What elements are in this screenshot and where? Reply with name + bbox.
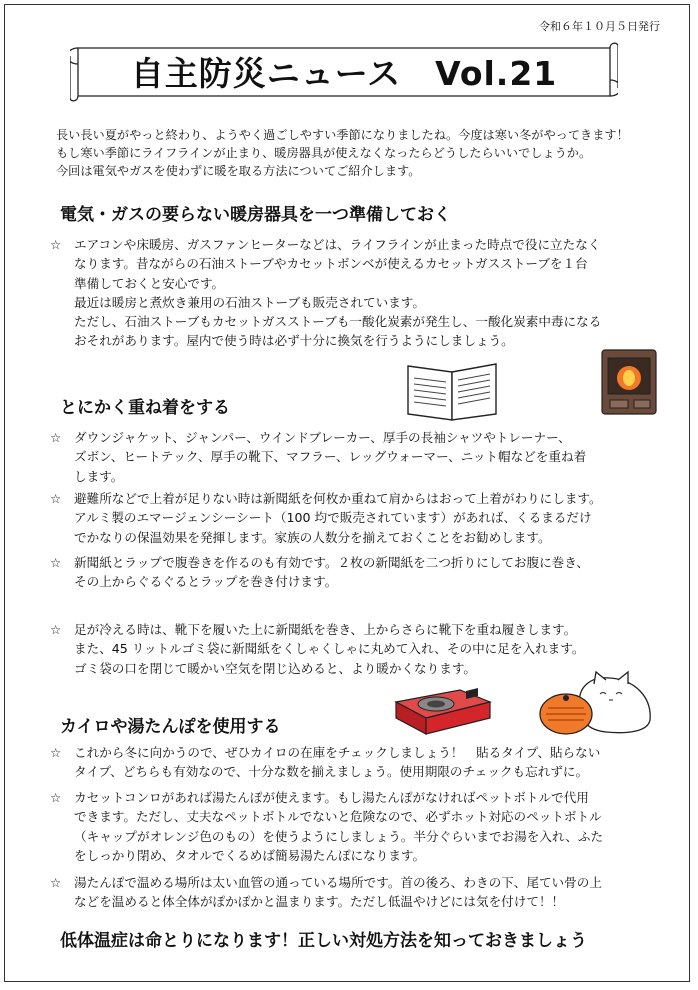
list-item — [50, 428, 676, 486]
item-line: エアコンや床暖房、ガスファンヒーターなどは、ライフラインが止まった時点で役に立たなく — [74, 237, 601, 252]
title-banner — [70, 42, 618, 102]
heater-illustration — [598, 346, 662, 418]
star-bullet: ☆ — [50, 622, 62, 637]
list-item — [50, 873, 676, 912]
item-line: をしっかり閉め、タオルでくるめば簡易湯たんぽになります。 — [74, 847, 426, 863]
item-line: 足が冷える時は、靴下を履いた上に新聞紙を巻き、上からさらに靴下を重ね履きします。 — [74, 622, 577, 637]
item-line: ズボン、ヒートテック、厚手の靴下、マフラー、レッグウォーマー、ニット帽などを重ね着 — [74, 449, 587, 465]
intro-line: 長い長い夏がやっと終わり、ようやく過ごしやすい季節になりましたね。今度は寒い冬がやってきます！ — [56, 128, 629, 142]
list-item — [50, 788, 676, 865]
page-title: 自主防災ニュース Vol.21 — [130, 54, 558, 93]
item-line: 最近は暖房と煮炊き兼用の石油ストーブも販売されています。 — [74, 294, 425, 310]
intro-line: 今回は電気やガスを使わずに暖を取る方法についてご紹介します。 — [56, 164, 421, 178]
star-bullet: ☆ — [50, 491, 62, 506]
cassette-stove-illustration — [390, 680, 494, 738]
intro-paragraph — [56, 126, 676, 180]
item-line: ダウンジャケット、ジャンパー、ウインドブレーカー、厚手の長袖シャツやトレーナー、 — [74, 430, 571, 445]
item-line: おそれがあります。屋内で使う時は必ず十分に換気を行うようにしましょう。 — [74, 333, 514, 349]
item-line: タイプ、どちらも有効なので、十分な数を揃えましょう。使用期限のチェックも忘れずに。 — [74, 764, 589, 780]
item-line: 準備しておくと安心です。 — [74, 275, 225, 291]
item-line: なります。昔ながらの石油ストーブやカセットボンベが使えるカセットガスストーブを１台 — [74, 256, 588, 272]
star-bullet: ☆ — [50, 430, 62, 445]
issue-date: 令和６年１０月５日発行 — [539, 20, 660, 33]
item-line: などを温めると体全体がぽかぽかと温まります。ただし低温やけどには気を付けて！！ — [74, 894, 565, 910]
item-line: できます。ただし、丈夫なペットボトルでないと危険なので、必ずホット対応のペットボトル — [74, 809, 602, 825]
item-line: （キャップがオレンジ色のもの）を使うようにしましょう。半分ぐらいまでお湯を入れ、ふた — [74, 828, 604, 844]
section-heading-kairo: カイロや湯たんぽを使用する — [60, 717, 281, 737]
star-bullet: ☆ — [50, 237, 62, 252]
star-bullet: ☆ — [50, 790, 62, 805]
list-item — [50, 553, 676, 592]
item-line: 新聞紙とラップで腹巻きを作るのも有効です。２枚の新聞紙を二つ折りにしてお腹に巻き、 — [74, 555, 589, 570]
list-item — [50, 743, 676, 782]
star-bullet: ☆ — [50, 745, 62, 760]
item-line: これから冬に向かうので、ぜひカイロの在庫をチェックしましょう！ 貼るタイプ、貼らない — [74, 745, 601, 760]
yutanpo-cat-illustration — [536, 668, 662, 738]
star-bullet: ☆ — [50, 875, 62, 890]
item-line: でかなりの保温効果を発揮します。家族の人数分を揃えておくことをお勧めします。 — [74, 529, 551, 545]
section-heading-layering: とにかく重ね着をする — [60, 398, 230, 418]
section-heading-heater: 電気・ガスの要らない暖房器具を一つ準備しておく — [60, 205, 451, 225]
item-line: また、45 リットルゴミ袋に新聞紙をくしゃくしゃに丸めて入れ、その中に足を入れます。 — [74, 641, 585, 657]
intro-line: もし寒い季節にライフラインが止まり、暖房器具が使えなくなったらどうしたらいいでしょうか。 — [56, 146, 592, 160]
item-line: アルミ製のエマージェンシーシート（100 均で販売されています）があれば、くるまるだけ — [74, 510, 592, 526]
item-line: します。 — [74, 468, 124, 484]
item-line: カセットコンロがあれば湯たんぽが使えます。もし湯たんぽがなければペットボトルで代用 — [74, 790, 589, 805]
closing-message: 低体温症は命とりになります！正しい対処方法を知っておきましょう — [60, 931, 587, 951]
newspaper-illustration — [404, 358, 500, 424]
item-line: 湯たんぽで温める場所は太い血管の通っている場所です。首の後ろ、わきの下、尾てい骨の上 — [74, 875, 602, 890]
star-bullet: ☆ — [50, 555, 62, 570]
item-line: ただし、石油ストーブもカセットガスストーブも一酸化炭素が発生し、一酸化炭素中毒になる — [74, 314, 602, 330]
item-line: 避難所などで上着が足りない時は新聞紙を何枚か重ねて肩からはおって上着がわりにします。 — [74, 491, 602, 506]
list-item — [50, 235, 676, 351]
item-line: ゴミ袋の口を閉じて暖かい空気を閉じ込めると、より暖かくなります。 — [74, 660, 476, 676]
item-line: その上からぐるぐるとラップを巻き付けます。 — [74, 574, 338, 590]
list-item — [50, 489, 676, 547]
